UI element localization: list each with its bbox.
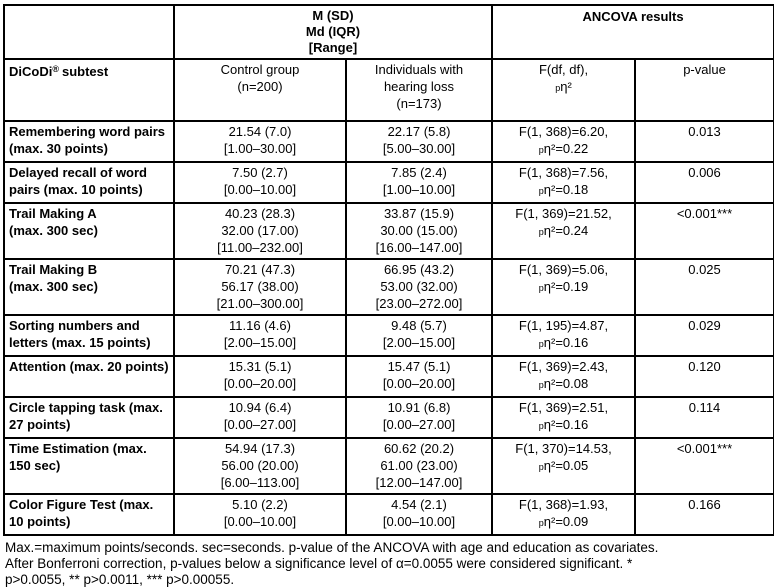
p-value-cell: 0.025 [635, 259, 774, 315]
eta-subscript: p [538, 518, 544, 528]
label-line: pairs (max. 10 points) [9, 182, 143, 197]
stat-line: 21.54 (7.0) [228, 124, 292, 139]
f-line: F(1, 369)=2.51, [518, 400, 609, 415]
table-row [4, 203, 774, 259]
f-statistic-cell [492, 315, 635, 356]
footnote-line: Max.=maximum points/seconds. sec=seconds. p-value of the ANCOVA with age and education as covariates. [5, 540, 659, 555]
stats-group-header [174, 5, 492, 59]
eta-subscript: p [555, 83, 561, 93]
eta-value: η²=0.16 [543, 417, 589, 432]
stat-line: [21.00–300.00] [216, 296, 304, 311]
stat-line: [1.00–30.00] [223, 141, 297, 156]
stat-line: [0.00–20.00] [382, 376, 456, 391]
f-header-line: F(df, df), [538, 62, 589, 77]
hearing-header-line: Individuals with [374, 62, 464, 77]
f-statistic-cell [492, 121, 635, 162]
label-line: Attention (max. 20 points) [9, 359, 169, 374]
stat-line: 15.47 (5.1) [387, 359, 451, 374]
f-statistic-cell [492, 494, 635, 535]
subtest-label-cell [4, 356, 174, 397]
subtest-column-header [4, 59, 174, 121]
stat-line: [12.00–147.00] [375, 475, 463, 490]
hearing-loss-column-header [346, 59, 492, 121]
ancova-group-header: ANCOVA results [492, 5, 774, 59]
eta-subscript: p [538, 462, 544, 472]
eta-subscript: p [538, 339, 544, 349]
label-line: Remembering word pairs [9, 124, 166, 139]
stat-line: 7.50 (2.7) [232, 165, 288, 180]
eta-symbol: η² [560, 79, 572, 94]
subtest-label-cell [4, 203, 174, 259]
eta-value: η²=0.24 [543, 223, 589, 238]
stat-line: 10.91 (6.8) [387, 400, 451, 415]
stat-line: 56.00 (20.00) [221, 458, 299, 473]
p-value-cell: <0.001*** [635, 203, 774, 259]
control-column-header [174, 59, 346, 121]
footnote-line: After Bonferroni correction, p-values below a significance level of α=0.0055 were considered significant. * [5, 556, 633, 571]
p-value-cell: 0.120 [635, 356, 774, 397]
table-row [4, 259, 774, 315]
control-group-cell [174, 494, 346, 535]
stat-line: 70.21 (47.3) [224, 262, 296, 277]
stats-header-line: Md (IQR) [305, 24, 361, 39]
table-row [4, 494, 774, 535]
stat-line: [16.00–147.00] [375, 240, 463, 255]
eta-line [495, 181, 632, 200]
eta-subscript: p [538, 186, 544, 196]
stat-line: 53.00 (32.00) [380, 279, 458, 294]
eta-line [495, 222, 632, 241]
table-row [4, 438, 774, 494]
stat-line: [0.00–27.00] [223, 417, 297, 432]
eta-line [495, 334, 632, 353]
stats-header-line: [Range] [308, 40, 358, 55]
hearing-loss-cell [346, 438, 492, 494]
f-statistic-cell [492, 397, 635, 438]
label-line: Sorting numbers and [9, 318, 140, 333]
table-row [4, 315, 774, 356]
eta-value: η²=0.19 [543, 279, 589, 294]
label-line: Delayed recall of word [9, 165, 147, 180]
stat-line: 30.00 (15.00) [380, 223, 458, 238]
stat-line: 9.48 (5.7) [391, 318, 447, 333]
control-group-cell [174, 121, 346, 162]
control-group-cell [174, 397, 346, 438]
table-footnote [3, 536, 772, 588]
eta-value: η²=0.09 [543, 514, 589, 529]
f-line: F(1, 369)=5.06, [518, 262, 609, 277]
f-statistic-cell [492, 162, 635, 203]
f-statistic-cell [492, 259, 635, 315]
stat-line: 10.94 (6.4) [228, 400, 292, 415]
label-line: Time Estimation (max. [9, 441, 147, 456]
stat-line: [0.00–20.00] [223, 376, 297, 391]
stat-line: [1.00–10.00] [382, 182, 456, 197]
label-line: (max. 300 sec) [9, 279, 98, 294]
stat-line: [6.00–113.00] [220, 475, 300, 490]
p-value-cell: 0.114 [635, 397, 774, 438]
f-statistic-cell [492, 203, 635, 259]
eta-value: η²=0.16 [543, 335, 589, 350]
stat-line: 15.31 (5.1) [228, 359, 292, 374]
f-line: F(1, 369)=21.52, [515, 206, 612, 221]
label-line: Trail Making B [9, 262, 98, 277]
subtest-label-cell [4, 162, 174, 203]
hearing-loss-cell [346, 356, 492, 397]
p-value-cell: 0.006 [635, 162, 774, 203]
eta-line [495, 140, 632, 159]
eta-value: η²=0.18 [543, 182, 589, 197]
subtest-label-cell [4, 397, 174, 438]
label-line: (max. 300 sec) [9, 223, 98, 238]
stat-line: 40.23 (28.3) [224, 206, 296, 221]
stat-line: [23.00–272.00] [375, 296, 463, 311]
f-line: F(1, 195)=4.87, [518, 318, 609, 333]
eta-subscript: p [538, 145, 544, 155]
stat-line: 61.00 (23.00) [380, 458, 458, 473]
label-line: 10 points) [9, 514, 71, 529]
subtest-label-cell [4, 315, 174, 356]
p-value-cell: 0.166 [635, 494, 774, 535]
p-value-cell: 0.029 [635, 315, 774, 356]
subtest-label-cell [4, 494, 174, 535]
eta-value: η²=0.08 [543, 376, 589, 391]
eta-subscript: p [538, 283, 544, 293]
stat-line: 22.17 (5.8) [387, 124, 451, 139]
p-value-cell: <0.001*** [635, 438, 774, 494]
stat-line: [11.00–232.00] [217, 240, 303, 255]
subtest-label-cell [4, 438, 174, 494]
control-group-cell [174, 315, 346, 356]
label-line: letters (max. 15 points) [9, 335, 151, 350]
p-value-column-header: p-value [635, 59, 774, 121]
control-group-cell [174, 203, 346, 259]
stat-line: [0.00–10.00] [382, 514, 456, 529]
f-line: F(1, 369)=2.43, [518, 359, 609, 374]
stat-line: 66.95 (43.2) [383, 262, 455, 277]
hearing-header-line: hearing loss [383, 79, 455, 94]
stat-line: [2.00–15.00] [223, 335, 297, 350]
stat-line: 7.85 (2.4) [391, 165, 447, 180]
label-line: 27 points) [9, 417, 71, 432]
stat-line: 56.17 (38.00) [221, 279, 299, 294]
stat-line: [0.00–10.00] [223, 514, 297, 529]
eta-line [495, 375, 632, 394]
control-group-cell [174, 259, 346, 315]
eta-line [495, 416, 632, 435]
table-row [4, 356, 774, 397]
hearing-loss-cell [346, 203, 492, 259]
table-row [4, 397, 774, 438]
eta-line [495, 278, 632, 297]
label-line: Circle tapping task (max. [9, 400, 163, 415]
subtest-label-cell [4, 259, 174, 315]
stat-line: 11.16 (4.6) [229, 318, 291, 333]
header-group-row [4, 5, 774, 59]
eta-subscript: p [538, 227, 544, 237]
f-statistic-cell [492, 438, 635, 494]
hearing-loss-cell [346, 494, 492, 535]
control-group-cell [174, 356, 346, 397]
hearing-loss-cell [346, 259, 492, 315]
label-line: 150 sec) [9, 458, 61, 473]
table-row [4, 121, 774, 162]
footnote-line: p>0.0055, ** p>0.0011, *** p>0.00055. [5, 572, 235, 587]
registered-trademark-icon: ® [52, 64, 59, 74]
stat-line: 60.62 (20.2) [383, 441, 455, 456]
label-line: Trail Making A [9, 206, 97, 221]
subtest-label-cell [4, 121, 174, 162]
eta-value: η²=0.22 [543, 141, 589, 156]
f-line: F(1, 368)=6.20, [518, 124, 609, 139]
eta-line [495, 513, 632, 532]
stat-line: 4.54 (2.1) [391, 497, 447, 512]
control-group-cell [174, 438, 346, 494]
f-statistic-column-header [492, 59, 635, 121]
eta-value: η²=0.05 [543, 458, 589, 473]
eta-header-line [495, 78, 632, 97]
empty-corner-cell [4, 5, 174, 59]
eta-subscript: p [538, 380, 544, 390]
eta-line [495, 457, 632, 476]
hearing-loss-cell [346, 397, 492, 438]
stat-line: [0.00–27.00] [382, 417, 456, 432]
label-line: Color Figure Test (max. [9, 497, 154, 512]
control-header-line: (n=200) [237, 79, 283, 94]
stat-line: [5.00–30.00] [382, 141, 456, 156]
stat-line: 54.94 (17.3) [224, 441, 296, 456]
table-row [4, 162, 774, 203]
subtest-header-name: DiCoDi [9, 64, 53, 79]
stat-line: 32.00 (17.00) [221, 223, 299, 238]
f-line: F(1, 368)=1.93, [518, 497, 609, 512]
subtest-header-rest: subtest [61, 64, 109, 79]
stats-header-line: M (SD) [312, 8, 354, 23]
results-table [3, 4, 774, 536]
hearing-loss-cell [346, 162, 492, 203]
f-line: F(1, 368)=7.56, [518, 165, 609, 180]
stat-line: 33.87 (15.9) [383, 206, 455, 221]
stat-line: 5.10 (2.2) [232, 497, 288, 512]
f-line: F(1, 370)=14.53, [515, 441, 612, 456]
p-value-cell: 0.013 [635, 121, 774, 162]
stat-line: [2.00–15.00] [382, 335, 456, 350]
control-header-line: Control group [220, 62, 300, 77]
hearing-loss-cell [346, 121, 492, 162]
eta-subscript: p [538, 421, 544, 431]
hearing-header-line: (n=173) [396, 96, 442, 111]
f-statistic-cell [492, 356, 635, 397]
stat-line: [0.00–10.00] [223, 182, 297, 197]
control-group-cell [174, 162, 346, 203]
label-line: (max. 30 points) [9, 141, 108, 156]
hearing-loss-cell [346, 315, 492, 356]
header-columns-row [4, 59, 774, 121]
